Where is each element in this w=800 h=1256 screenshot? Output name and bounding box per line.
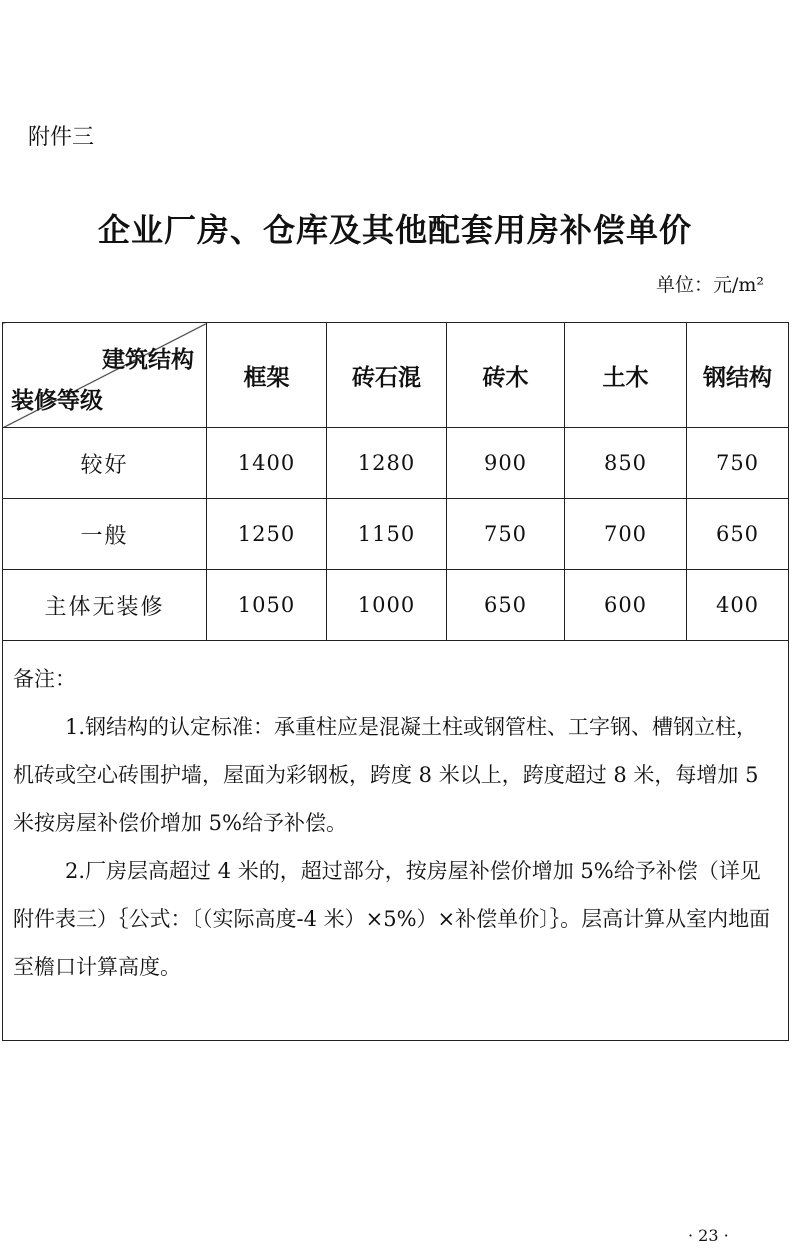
- table-cell: 1400: [207, 428, 327, 499]
- price-table: [2, 322, 789, 1041]
- table-cell: 750: [687, 428, 789, 499]
- notes-row: [3, 641, 789, 1041]
- table-cell: 1280: [327, 428, 447, 499]
- note-item: 1.钢结构的认定标准：承重柱应是混凝土柱或钢管柱、工字钢、槽钢立柱，机砖或空心砖围护墙，屋面为彩钢板，跨度 8 米以上，跨度超过 8 米，每增加 5 米按房屋补偿价增加 5%给予补偿。: [13, 715, 759, 835]
- structure-type-label: 建筑结构: [102, 347, 194, 373]
- decoration-grade-label: 装修等级: [11, 388, 103, 414]
- table-cell: 700: [565, 499, 687, 570]
- table-cell: 600: [565, 570, 687, 641]
- table-cell: 850: [565, 428, 687, 499]
- table-cell: 1050: [207, 570, 327, 641]
- column-header-brick-wood: 砖木: [447, 323, 565, 428]
- table-cell: 1250: [207, 499, 327, 570]
- note-item: 2.厂房层高超过 4 米的，超过部分，按房屋补偿价增加 5%给予补偿（详见附件表三）｛公式：〔（实际高度-4 米）×5%）×补偿单价〕｝。层高计算从室内地面至檐口计算高度。: [13, 859, 771, 979]
- table-row: [3, 499, 789, 570]
- table-header-row: [3, 323, 789, 428]
- attachment-label: 附件三: [28, 125, 95, 150]
- diagonal-header-cell: [3, 323, 207, 428]
- column-header-brick-stone-mixed: 砖石混: [327, 323, 447, 428]
- page-number: · 23 ·: [688, 1226, 729, 1245]
- column-header-steel-structure: 钢结构: [687, 323, 789, 428]
- notes-label: 备注：: [13, 667, 76, 691]
- table-cell: 1150: [327, 499, 447, 570]
- row-grade-label: 一般: [3, 499, 207, 570]
- table-cell: 900: [447, 428, 565, 499]
- column-header-earth-wood: 土木: [565, 323, 687, 428]
- table-row: [3, 428, 789, 499]
- table-cell: 750: [447, 499, 565, 570]
- table-cell: 650: [687, 499, 789, 570]
- column-header-frame: 框架: [207, 323, 327, 428]
- table-cell: 650: [447, 570, 565, 641]
- table-cell: 1000: [327, 570, 447, 641]
- row-grade-label: 较好: [3, 428, 207, 499]
- page-title: 企业厂房、仓库及其他配套用房补偿单价: [97, 211, 692, 249]
- unit-label: 单位：元/m²: [655, 274, 764, 296]
- table-row: [3, 570, 789, 641]
- table-cell: 400: [687, 570, 789, 641]
- notes-cell: [3, 641, 789, 1041]
- row-grade-label: 主体无装修: [3, 570, 207, 641]
